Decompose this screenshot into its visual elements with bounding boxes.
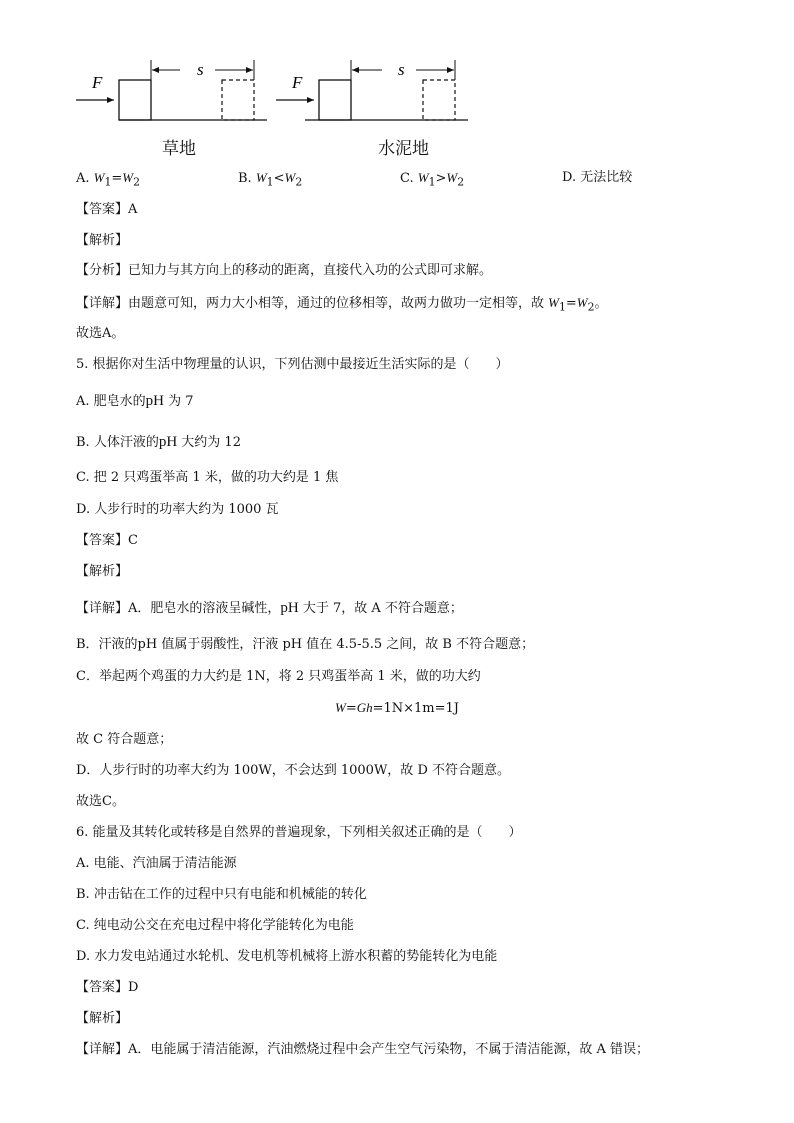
force-arrowhead-left — [107, 97, 114, 103]
q5-option-a-text: A. 肥皂水的 — [76, 394, 146, 409]
q5-detail-a-rest: 大于 7，故 A 不符合题意； — [298, 601, 463, 616]
q5-option-d: D. 人步行时的功率大约为 1000 瓦 — [76, 502, 279, 517]
q5-analysis-heading: 【解析】 — [76, 564, 129, 579]
q6-option-d: D. 水力发电站通过水轮机、发电机等机械将上游水积蓄的势能转化为电能 — [76, 949, 498, 964]
q6-detail-a: 【详解】A．电能属于清洁能源，汽油燃烧过程中会产生空气污染物，不属于清洁能源，故 A 错误； — [76, 1042, 650, 1057]
q5-detail-b: B．汗液的pH 值属于弱酸性，汗液 pH 值在 4.5-5.5 之间，故 B 不符合题意； — [76, 637, 535, 652]
q4-detail-eq: = — [565, 296, 577, 311]
dist-arrowhead-left-a — [152, 67, 159, 73]
block-start-right — [319, 80, 351, 120]
q4-detail-w1: W — [548, 295, 559, 310]
force-diagram — [70, 52, 490, 132]
q5-option-a-ph: pH — [145, 393, 164, 409]
q4-option-b-prefix: B. — [238, 171, 256, 186]
q4-analysis: 【分析】已知力与其方向上的移动的距离，直接代入功的公式即可求解。 — [76, 263, 493, 278]
q4-option-c-w1: W — [417, 170, 429, 185]
q4-detail-sub2: 2 — [587, 300, 595, 314]
q6-answer: 【答案】D — [76, 980, 139, 995]
q4-option-a-op: = — [111, 171, 123, 186]
q4-option-a-sub1: 1 — [104, 175, 112, 189]
q4-conclusion: 故选A。 — [76, 326, 125, 341]
q4-option-c-sub2: 2 — [457, 175, 465, 189]
dist-arrowhead-right-b — [447, 67, 454, 73]
q5-formula-eq: = — [345, 701, 357, 716]
q5-option-a — [76, 392, 194, 411]
q5-formula-w: W — [334, 700, 346, 715]
q4-detail — [76, 294, 608, 317]
q5-option-b-ph: pH — [158, 434, 178, 450]
block-end-right — [423, 80, 455, 120]
block-end-left — [222, 80, 254, 120]
q4-option-c-op: > — [435, 171, 447, 186]
q4-option-c-sub1: 1 — [428, 175, 436, 189]
q5-option-c: C. 把 2 只鸡蛋举高 1 米，做的功大约是 1 焦 — [76, 470, 339, 485]
q4-option-a-w1: W — [93, 170, 105, 185]
q5-detail-d: D．人步行时的功率大约为 100W，不会达到 1000W，故 D 不符合题意。 — [76, 763, 510, 778]
q5-detail-c: C．举起两个鸡蛋的力大约是 1N，将 2 只鸡蛋举高 1 米，做的功大约 — [76, 669, 481, 684]
q4-option-a-w2: W — [122, 170, 134, 185]
q5-conclusion: 故选C。 — [76, 794, 125, 809]
q5-stem: 5. 根据你对生活中物理量的认识，下列估测中最接近生活实际的是（ ） — [76, 357, 509, 372]
q6-option-c: C. 纯电动公交在充电过程中将化学能转化为电能 — [76, 918, 354, 933]
q5-detail-a-ph: pH — [280, 600, 299, 616]
q5-detail-a-text: 【详解】A．肥皂水的溶液呈碱性， — [76, 601, 281, 616]
q4-option-c — [400, 169, 464, 192]
dist-arrowhead-left-b — [246, 67, 253, 73]
q6-analysis-heading: 【解析】 — [76, 1011, 129, 1026]
q4-option-a-sub2: 2 — [133, 175, 141, 189]
q4-option-b-w1: W — [255, 170, 267, 185]
q5-detail-c2: 故 C 符合题意； — [76, 732, 173, 747]
force-label-right: F — [292, 73, 303, 92]
q6-stem: 6. 能量及其转化或转移是自然界的普遍现象，下列相关叙述正确的是（ ） — [76, 825, 522, 840]
q4-detail-text: 【详解】由题意可知，两力大小相等，通过的位移相等，故两力做功一定相等，故 — [76, 296, 549, 311]
q5-option-a-value: 为 7 — [164, 394, 194, 409]
q5-answer: 【答案】C — [76, 533, 138, 548]
q4-option-c-prefix: C. — [400, 171, 418, 186]
force-distance-figure — [70, 52, 490, 162]
dist-arrowhead-right-a — [352, 67, 359, 73]
q5-detail-a — [76, 599, 463, 618]
q4-option-d: D. 无法比较 — [562, 170, 633, 185]
q4-detail-w2: W — [576, 295, 588, 310]
q4-option-b-op: < — [273, 171, 285, 186]
force-label-left: F — [92, 73, 103, 92]
q5-option-b-text: B. 人体汗液的 — [76, 435, 159, 450]
q4-detail-end: 。 — [594, 296, 608, 311]
q4-option-b-sub2: 2 — [295, 175, 303, 189]
distance-label-right: s — [398, 60, 405, 79]
q4-answer: 【答案】A — [76, 202, 138, 217]
q4-option-c-w2: W — [446, 170, 458, 185]
distance-label-left: s — [197, 60, 204, 79]
q6-option-b: B. 冲击钻在工作的过程中只有电能和机械能的转化 — [76, 887, 367, 902]
q4-option-b — [238, 169, 302, 192]
caption-grass: 草地 — [162, 139, 196, 159]
q5-option-b-value: 大约为 12 — [177, 435, 241, 450]
q4-option-a — [76, 169, 140, 192]
q4-option-a-prefix: A. — [76, 171, 94, 186]
q5-formula-rest: =1N×1m=1J — [372, 701, 460, 716]
q5-formula — [0, 699, 794, 718]
q4-detail-sub1: 1 — [558, 300, 566, 314]
q4-option-b-w2: W — [284, 170, 296, 185]
q6-option-a: A. 电能、汽油属于清洁能源 — [76, 856, 237, 871]
block-start-left — [119, 80, 151, 120]
q5-formula-gh: Gh — [356, 700, 373, 715]
q5-option-b — [76, 433, 241, 452]
force-arrowhead-right — [307, 97, 314, 103]
q4-option-b-sub1: 1 — [266, 175, 274, 189]
caption-cement: 水泥地 — [378, 139, 429, 159]
q4-analysis-heading: 【解析】 — [76, 233, 129, 248]
